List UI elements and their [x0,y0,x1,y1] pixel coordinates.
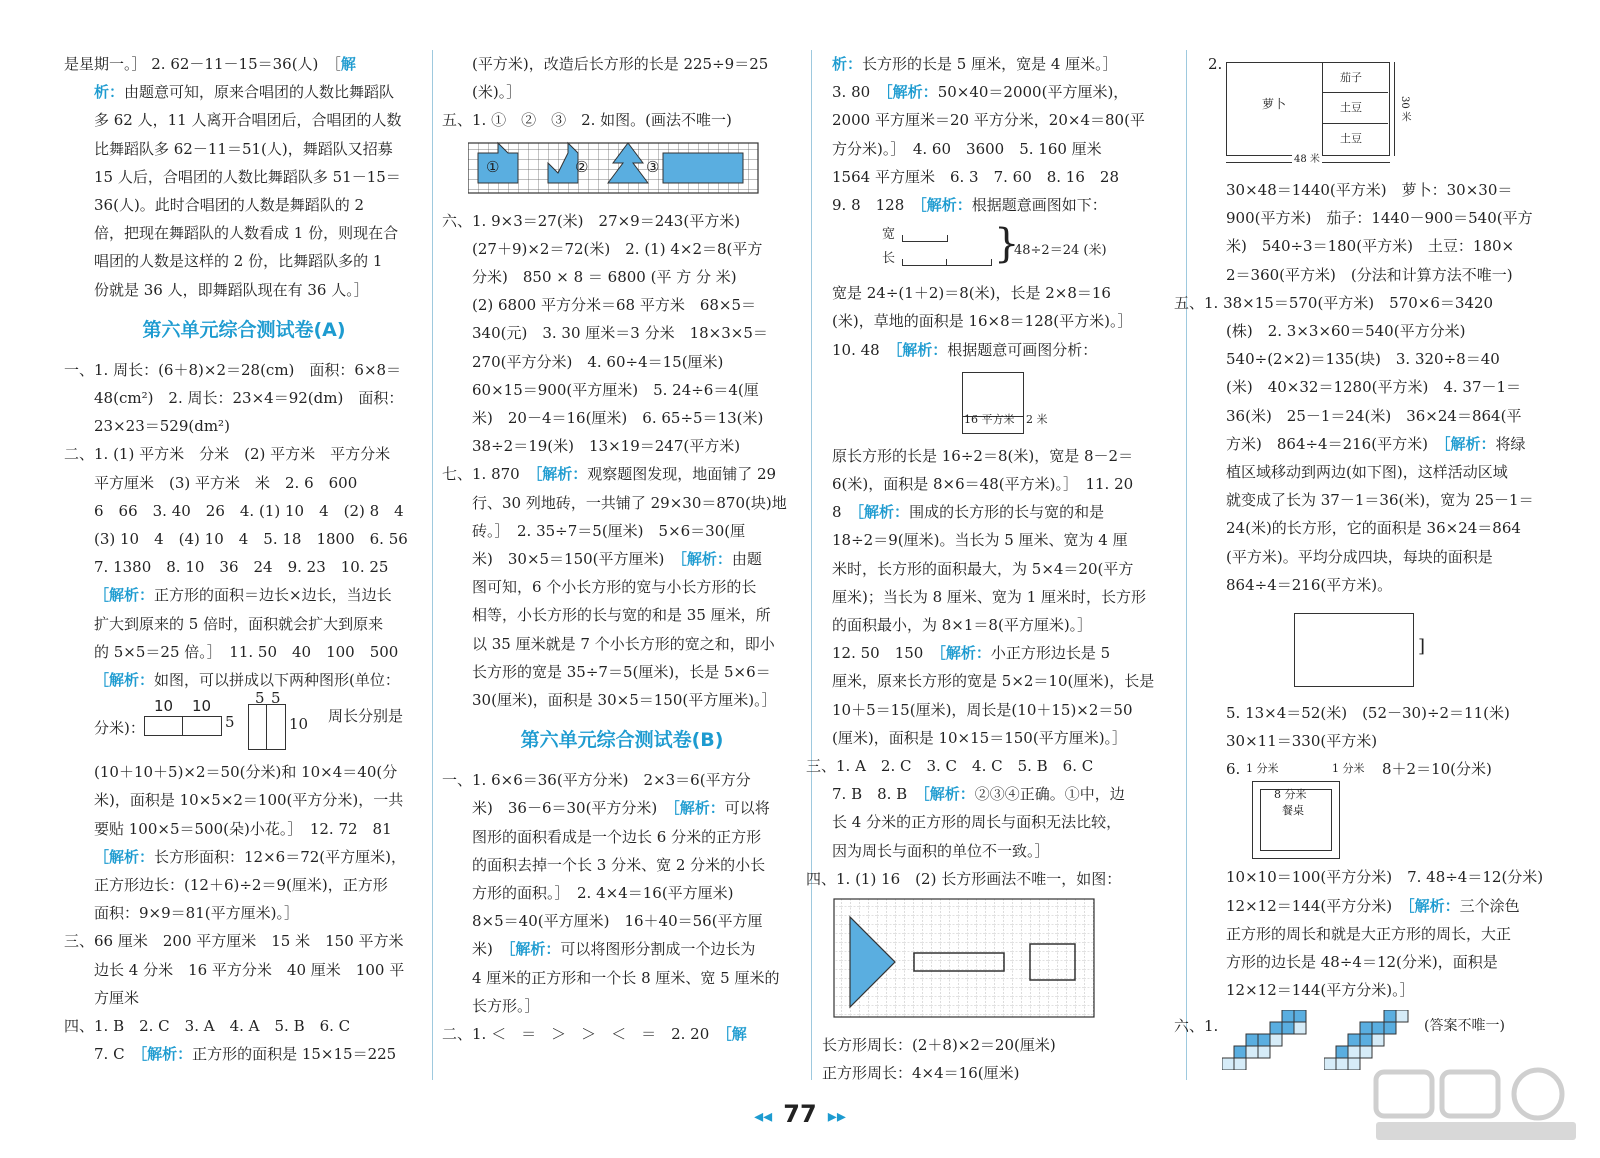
text-line: 米)，面积是 10×5×2＝100(平方分米)，一共 [94,791,404,810]
text-line: 30×11＝330(平方米) [1226,732,1378,751]
divider-line [1322,62,1323,156]
text-line: 30×48＝1440(平方米) 萝卜：30×30＝ [1226,181,1513,199]
text-line: (答案不唯一) [1424,1018,1505,1035]
text-line: 方米) 864÷4＝216(平方米) ［解析：将绿 [1226,434,1526,453]
answer-column-3 [806,50,1182,1087]
text-line: 宽是 24÷(1＋2)＝8(米)，长是 2×8＝16 [832,284,1111,303]
rectangle-diagram [1196,603,1566,695]
figure-label: 5 [255,689,265,708]
text-line: 6. [1226,760,1241,779]
text-line: 270(平方分米) 4. 60÷4＝15(厘米) [472,352,724,371]
text-line: (米) 40×32＝1280(平方米) 4. 37－1＝ [1226,378,1522,397]
text-line: (10＋10＋5)×2＝50(分米)和 10×4＝40(分 [94,763,398,782]
text-line: 四、1. B 2. C 3. A 4. A 5. B 6. C [64,1017,351,1036]
text-line: 二、1. (1) 平方米 分米 (2) 平方米 平方分米 [64,445,391,464]
text-line: ［解析：如图，可以拼成以下两种图形(单位： [94,671,400,690]
text-line: 图可知，6 个小长方形的宽与小长方形的长 [472,578,757,597]
text-line: 48(cm²) 2. 周长：23×4＝92(dm) 面积： [94,389,404,408]
text-line: 比舞蹈队多 62－11＝51(人)，舞蹈队又招募 [94,139,393,158]
text-line: 面积：9×9＝81(平方厘米)。］ [94,904,299,923]
text-line: 12. 50 150 ［解析：小正方形边长是 5 [832,644,1111,663]
text-line: 2＝360(平方米) (分法和计算方法不唯一) [1226,265,1513,284]
staircase-shape-1 [1222,1010,1322,1070]
text-line: 的面积最小，为 8×1＝8(平方厘米)。］ [832,616,1093,635]
segment-diagram [822,223,1182,275]
grid-drawing [468,139,802,203]
figure-label: 10 [192,697,212,716]
text-line: 正方形边长：(12＋6)÷2＝9(厘米)，正方形 [94,876,388,895]
text-line: 2. [1208,55,1223,73]
grid-figure [832,897,1102,1023]
text-line: 900(平方米) 茄子：1440－900＝540(平方 [1226,209,1533,228]
text-line: 砖。］ 2. 35÷7＝5(厘米) 5×6＝30(厘 [472,521,746,540]
figure-label: 10 [289,715,309,734]
text-line: 一、1. 周长：(6＋8)×2＝28(cm) 面积：6×8＝ [64,360,402,379]
text-line: 3. 80 ［解析：50×40＝2000(平方厘米)， [832,83,1129,102]
text-line: 540÷(2×2)＝135(块) 3. 320÷8＝40 [1226,350,1500,369]
text-line: ［解析：正方形的面积＝边长×边长，当边长 [94,586,392,605]
text-line: 15 人后，合唱团的人数比舞蹈队多 51－15＝ [94,167,401,186]
text-line: 米) 36－6＝30(平方分米) ［解析：可以将 [472,799,770,818]
text-line: (3) 10 4 (4) 10 4 5. 18 1800 6. 56 [94,530,408,549]
text-line: 周长分别是 [328,707,404,726]
text-line: 厘米，原来长方形的宽是 5×2＝10(厘米)，长是 [832,672,1155,691]
text-line: 9. 8 128 ［解析：根据题意画图如下： [832,196,1107,215]
text-line: 864÷4＝216(平方米)。 [1226,575,1393,594]
text-line: 方分米)。］ 4. 60 3600 5. 160 厘米 [832,139,1102,158]
answer-column-4 [1174,50,1566,1076]
text-line: 长 4 分米的正方形的周长与面积无法比较， [832,813,1122,832]
text-line: 长方形。］ [472,996,540,1015]
text-line: 五、1. ① ② ③ 2. 如图。(画法不唯一) [442,111,732,130]
divider-line [1322,123,1388,124]
figure-label: 5 [225,713,235,732]
text-line: 2000 平方厘米＝20 平方分米，20×4＝80(平 [832,111,1145,130]
staircase-figures [1174,1008,1566,1072]
text-line: 7. C ［解析：正方形的面积是 15×15＝225 [94,1045,397,1064]
figure-label: 1 分米 [1246,762,1279,776]
tile-figure [64,689,424,754]
figure-label: 30 米 [1399,96,1410,122]
table-diagram [1196,759,1566,859]
text-line: 三、66 厘米 200 平方厘米 15 米 150 平方米 [64,932,404,951]
text-line: 是星期一。］ 2. 62－11－15＝36(人) ［解 [64,55,356,73]
text-line: (米)，草地的面积是 16×8＝128(平方米)。］ [832,312,1133,331]
text-line: 七、1. 870 ［解析：观察题图发现，地面铺了 29 [442,465,777,484]
column-divider [432,50,433,1080]
text-line: 长方形周长：(2＋8)×2＝20(厘米) [822,1036,1056,1055]
text-line: 6 66 3. 40 26 4. (1) 10 4 (2) 8 4 [94,501,404,520]
segment-line [946,259,992,266]
figure-label: 土豆 [1340,101,1362,114]
text-line: 植区域移动到两边(如下图)，这样活动区域 [1226,463,1508,482]
bracket-icon: ] [1418,636,1426,658]
text-line: 唱团的人数是这样的 2 份，比舞蹈队多的 1 [94,252,383,271]
text-line: (米)。］ [472,83,522,102]
page-number: 77 [783,1100,817,1128]
watermark-logo [1372,1066,1582,1144]
figure-label: 48÷2＝24 (米) [1014,243,1107,259]
section-heading: 第六单元综合测试卷(B) [520,729,724,752]
grid-figure [468,139,764,197]
text-line: 30(厘米)，面积是 30×5＝150(平方厘米)。］ [472,691,777,710]
text-line: 12×12＝144(平方分米)。］ [1226,981,1415,1000]
text-line: 三、1. A 2. C 3. C 4. C 5. B 6. C [806,757,1094,776]
figure-label: ③ [646,157,660,176]
column-divider [1186,50,1187,1080]
text-line: 7. B 8. B ［解析：②③④正确。①中，边 [832,785,1125,804]
divider-line [182,716,183,736]
text-line: (2) 6800 平方分米＝68 平方米 68×5＝ [472,296,757,315]
text-line: 原长方形的长是 16÷2＝8(米)，宽是 8－2＝ [832,446,1134,465]
text-line: ［解析：长方形面积：12×6＝72(平方厘米)， [94,847,407,866]
text-line: 析：长方形的长是 5 厘米，宽是 4 厘米。］ [832,55,1118,73]
figure-label: 2 米 [1026,412,1048,426]
figure-label: 萝卜 [1262,97,1287,111]
section-heading: 第六单元综合测试卷(A) [142,318,346,341]
segment-line [902,259,947,266]
square-shape [248,704,286,750]
text-line: 长方形的宽是 35÷7＝5(厘米)，长是 5×6＝ [472,662,771,681]
text-line: 析：由题意可知，原来合唱团的人数比舞蹈队 [94,83,395,102]
text-line: 36(人)。此时合唱团的人数是舞蹈队的 2 [94,196,365,215]
text-line: 以 35 厘米就是 7 个小长方形的宽之和，即小 [472,634,775,653]
text-line: (平方米)。平均分成四块，每块的面积是 [1226,547,1493,566]
text-line: (厘米)，面积是 10×15＝150(平方厘米)。］ [832,728,1128,747]
text-line: 米) ［解析：可以将图形分割成一个边长为 [472,940,756,959]
text-line: 方形的面积。］ 2. 4×4＝16(平方厘米) [472,884,734,903]
answer-column-2 [442,50,802,1048]
text-line: 扩大到原来的 5 倍时，面积就会扩大到原来 [94,614,384,633]
answer-column-1 [64,50,424,1069]
text-line: 23×23＝529(dm²) [94,417,230,436]
text-line: 二、1. ＜ ＝ ＞ ＞ ＜ ＝ 2. 20 ［解 [442,1025,747,1044]
text-line: 米) 30×5＝150(平方厘米) ［解析：由题 [472,550,762,569]
dimension-line [1394,62,1395,156]
text-line: 米) 20－4＝16(厘米) 6. 65÷5＝13(米) [472,409,764,428]
text-line: 7. 1380 8. 10 36 24 9. 23 10. 25 [94,558,389,577]
text-line: (27＋9)×2＝72(米) 2. (1) 4×2＝8(平方 [472,239,763,258]
text-line: 六、1. 9×3＝27(米) 27×9＝243(平方米) [442,211,741,230]
rectangle-shape [1294,613,1414,687]
text-line: 厘米)；当长为 8 厘米、宽为 1 厘米时，长方形 [832,587,1147,606]
text-line: 要贴 100×5＝500(朵)小花。］ 12. 72 81 [94,819,392,838]
text-line: 8×5＝40(平方厘米) 16＋40＝56(平方厘 [472,912,763,931]
text-line: 5. 13×4＝52(米) (52－30)÷2＝11(米) [1226,704,1510,723]
text-line: 分米)： [94,719,145,738]
text-line: 米) 540÷3＝180(平方米) 土豆：180× [1226,237,1515,256]
figure-label: 餐桌 [1282,804,1304,818]
text-line: 份就是 36 人，即舞蹈队现在有 36 人。］ [94,280,369,299]
text-line: 平方厘米 (3) 平方米 米 2. 6 600 [94,473,358,492]
text-line: 60×15＝900(平方厘米) 5. 24÷6＝4(厘 [472,380,759,399]
text-line: 因为周长与面积的单位不一致。］ [832,841,1050,860]
text-line: 相等，小长方形的长与宽的和是 35 厘米，所 [472,606,771,625]
text-line: 36(米) 25－1＝24(米) 36×24＝864(平 [1226,406,1522,425]
text-line: 10. 48 ［解析：根据题意可画图分析： [832,340,1098,359]
text-line: (株) 2. 3×3×60＝540(平方分米) [1226,322,1466,341]
text-line: 10＋5＝15(厘米)，周长是(10＋15)×2＝50 [832,700,1133,719]
text-line: 38÷2＝19(米) 13×19＝247(平方米) [472,437,741,456]
text-line: 就变成了长为 37－1＝36(米)，宽为 25－1＝ [1226,491,1534,510]
figure-label: ② [575,157,589,176]
figure-label: 10 [154,697,174,716]
text-line: 正方形周长：4×4＝16(厘米) [822,1064,1020,1083]
text-line: 正方形的周长和就是大正方形的周长，大正 [1226,924,1512,943]
figure-label: 长 [882,251,896,267]
page-right-arrow-icon: ▸▸ [827,1106,846,1127]
text-line: 340(元) 3. 30 厘米＝3 分米 18×3×5＝ [472,324,768,343]
text-line: 分米) 850 × 8 ＝ 6800 (平 方 分 米) [472,268,737,287]
column-divider [811,50,812,1080]
text-line: (平方米)，改造后长方形的长是 225÷9＝25 [472,55,769,73]
text-line: 方形的边长是 48÷4＝12(分米)，面积是 [1226,953,1498,972]
page-left-arrow-icon: ◂◂ [754,1106,773,1127]
text-line: 10×10＝100(平方分米) 7. 48÷4＝12(分米) [1226,868,1544,887]
text-line: 图形的面积看成是一个边长 6 分米的正方形 [472,827,762,846]
text-line: 四、1. (1) 16 (2) 长方形画法不唯一，如图： [806,869,1122,888]
text-line: 12×12＝144(平方分米) ［解析：三个涂色 [1226,896,1520,915]
figure-label: ① [486,157,500,176]
text-line: 的 5×5＝25 倍。］ 11. 50 40 100 500 [94,642,399,661]
text-line: 六、1. [1174,1017,1219,1036]
figure-label: 8 分米 [1274,788,1307,802]
text-line: 方厘米 [94,988,140,1007]
text-line: 18÷2＝9(厘米)。当长为 5 厘米、宽为 4 厘 [832,531,1128,550]
text-line: 4 厘米的正方形和一个长 8 厘米、宽 5 厘米的 [472,968,780,987]
figure-label: 茄子 [1340,71,1362,84]
brace-icon: } [994,221,1020,268]
text-line: 米时，长方形的面积最大，为 5×4＝20(平方 [832,559,1134,578]
figure-label: 土豆 [1340,132,1362,145]
figure-label: 48 米 [1292,152,1322,168]
text-line: 8＋2＝10(分米) [1382,760,1492,779]
figure-label: 5 [271,689,281,708]
staircase-shape-2 [1324,1010,1424,1070]
figure-label: 1 分米 [1332,762,1365,776]
text-line: 一、1. 6×6＝36(平方分米) 2×3＝6(平方分 [442,771,751,790]
text-line: 多 62 人，11 人离开合唱团后，合唱团的人数 [94,111,402,130]
square-diagram [822,368,1182,438]
rectangle-shape [1226,62,1390,156]
grid-drawing [832,897,1182,1027]
segment-line [902,235,948,242]
text-line: 五、1. 38×15＝570(平方米) 570×6＝3420 [1174,293,1494,312]
text-line: 1564 平方厘米 6. 3 7. 60 8. 16 28 [832,167,1119,186]
divider-line [266,704,267,750]
text-line: 24(米)的长方形，它的面积是 36×24＝864 [1226,519,1521,538]
text-line: 倍，把现在舞蹈队的人数看成 1 份，则现在合 [94,224,399,243]
page-footer [0,1100,1600,1128]
figure-label: 宽 [882,227,896,243]
text-line: 的面积去掉一个长 3 分米、宽 2 分米的小长 [472,855,766,874]
text-line: 行、30 列地砖，一共铺了 29×30＝870(块)地 [472,493,787,512]
text-line: 8 ［解析：围成的长方形的长与宽的和是 [832,503,1105,522]
figure-label: 16 平方米 [964,412,1015,426]
garden-diagram [1196,50,1566,172]
rectangle-shape [144,716,222,736]
text-line: 边长 4 分米 16 平方分米 40 厘米 100 平 [94,960,405,979]
text-line: 6(米)，面积是 8×6＝48(平方米)。］ 11. 20 [832,475,1134,494]
